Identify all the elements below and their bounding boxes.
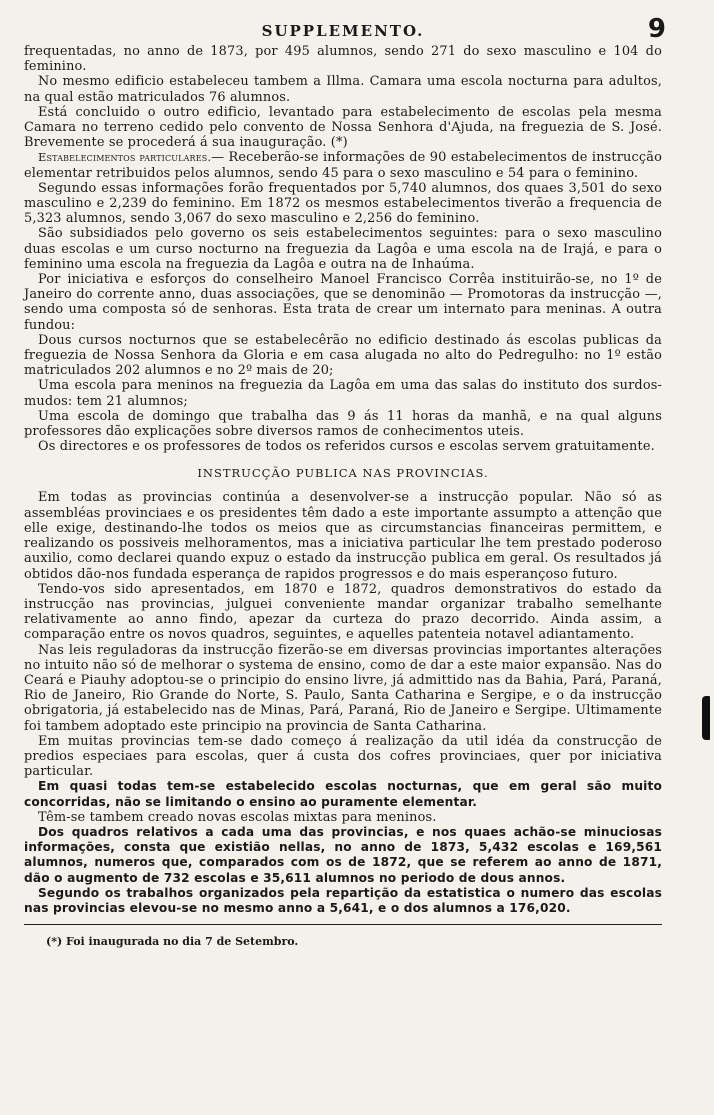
paragraph: frequentadas, no anno de 1873, por 495 alumnos, sendo 271 do sexo masculino e 104 do feminino. (24, 44, 662, 75)
paragraph-text: — Receberão-se informações de 90 estabelecimentos de instrucção elementar retribuidos pelos alumnos, sendo 45 para o sexo masculino e 54 para o feminino. (24, 150, 662, 181)
section-municipal-schools (24, 44, 662, 150)
section-private-establishments (24, 150, 662, 454)
paragraph: Nas leis reguladoras da instrucção fizerão-se em diversas provincias importantes alterações no intuito não só de melhorar o systema de ensino, como de dar a este maior expansão. Nas do Ceará e Piauhy adoptou-se o principio do ensino livre, já admittido nas da Bahia, Pará, Paraná, Rio de Janeiro, Rio Grande do Norte, S. Paulo, Santa Catharina e Sergipe, e o da instrucção obrigatoria, já estabelecido nas de Minas, Pará, Paraná, Rio de Janeiro e Sergipe. Ultimamente foi tambem adoptado este principio na provincia de Santa Catharina. (24, 642, 662, 734)
paragraph: Em muitas provincias tem-se dado começo á realização da util idéa da construcção de predios especiaes para escolas, quer á custa dos cofres provinciaes, quer por iniciativa particular. (24, 733, 662, 780)
paragraph: Em todas as provincias continúa a desenvolver-se a instrucção popular. Não só as assembléas provinciaes e os presidentes têm dado a este importante assumpto a attenção que elle exige, destinando-lhe todos os meios que as circumstancias financeiras permittem, e realizando os possiveis melhoramentos, mas a iniciativa particular lhe tem prestado poderoso auxilio, como declarei quando expuz o estado da instrucção publica em geral. Os resultados já obtidos dão-nos fundada esperança de rapidos progressos e do mais esperançoso futuro. (24, 490, 662, 582)
paragraph: São subsidiados pelo governo os seis estabelecimentos seguintes: para o sexo masculino duas escolas e um curso nocturno na freguezia da Lagôa e uma escola na de Irajá, e para o feminino uma escola na freguezia da Lagôa e outra na de Inhaúma. (24, 226, 662, 272)
paragraph: Tendo-vos sido apresentados, em 1870 e 1872, quadros demonstrativos do estado da instrucção nas provincias, julguei conveniente mandar organizar trabalho semelhante relativamente ao anno findo, apezar da curteza do prazo decorrido. Ainda assim, a comparação entre os novos quadros, seguintes, e aquelles patenteia notavel adiantamento. (24, 581, 662, 643)
running-title: SUPPLEMENTO. (261, 22, 425, 40)
paragraph: Dos quadros relativos a cada uma das provincias, e nos quaes achão-se minuciosas informações, consta que existião nellas, no anno de 1873, 5,432 escolas e 169,561 alumnos, numeros que, comparados com os de 1872, que se referem ao anno de 1871, dão o augmento de 732 escolas e 35,611 alumnos no periodo de dous annos. (24, 824, 662, 885)
page-number: 9 (647, 14, 666, 44)
footnote-divider (24, 924, 662, 925)
page-header (24, 14, 666, 44)
run-in-heading: Estabelecimentos particulares. (38, 150, 212, 165)
paragraph: Segundo essas informações forão frequentados por 5,740 alumnos, dos quaes 3,501 do sexo masculino e 2,239 do feminino. Em 1872 os mesmos estabelecimentos tiverão a frequencia de 5,323 alumnos, sendo 3,067 do sexo masculino e 2,256 do feminino. (24, 180, 662, 227)
paragraph: Está concluido o outro edificio, levantado para estabelecimento de escolas pela mesma Camara no terreno cedido pelo convento de Nossa Senhora d'Ajuda, na freguezia de S. José. Brevemente se procederá á sua inauguração. (*) (24, 104, 662, 151)
paragraph: Por iniciativa e esforços do conselheiro Manoel Francisco Corrêa instituirão-se, no 1º de Janeiro do corrente anno, duas associações, que se denominão — Promotoras da instrucção —, sendo uma composta só de senhoras. Esta trata de crear um internato para meninas. A outra fundou: (24, 272, 662, 333)
paragraph: Segundo os trabalhos organizados pela repartição da estatistica o numero das escolas nas provincias elevou-se no mesmo anno a 5,641, e o dos alumnos a 176,020. (24, 885, 662, 915)
paragraph: No mesmo edificio estabeleceu tambem a Illma. Camara uma escola nocturna para adultos, na qual estão matriculados 76 alumnos. (24, 74, 662, 105)
paragraph (24, 150, 662, 180)
section-provinces (24, 490, 662, 916)
paragraph: Uma escola de domingo que trabalha das 9 ás 11 horas da manhã, e na qual alguns professores dão explicações sobre diversos ramos de conhecimentos uteis. (24, 408, 662, 440)
paragraph: Em quasi todas tem-se estabelecido escolas nocturnas, que em geral são muito concorridas, não se limitando o ensino ao puramente elementar. (24, 779, 662, 809)
section-heading: INSTRUCÇÃO PUBLICA NAS PROVINCIAS. (197, 466, 489, 481)
paragraph: Os directores e os professores de todos os referidos cursos e escolas servem gratuitamente. (38, 439, 655, 455)
paragraph: Uma escola para meninos na freguezia da Lagôa em uma das salas do instituto dos surdos-mudos: tem 21 alumnos; (24, 378, 662, 409)
paragraph: Têm-se tambem creado novas escolas mixtas para meninos. (38, 809, 437, 825)
paragraph: Dous cursos nocturnos que se estabelecêrão no edificio destinado ás escolas publicas da freguezia de Nossa Senhora da Gloria e em casa alugada no alto do Pedregulho: no 1º estão matriculados 202 alumnos e no 2º mais de 20; (24, 332, 662, 379)
ink-blot (702, 696, 710, 740)
page (24, 14, 666, 949)
footnote: (*) Foi inaugurada no dia 7 de Setembro. (46, 935, 299, 949)
